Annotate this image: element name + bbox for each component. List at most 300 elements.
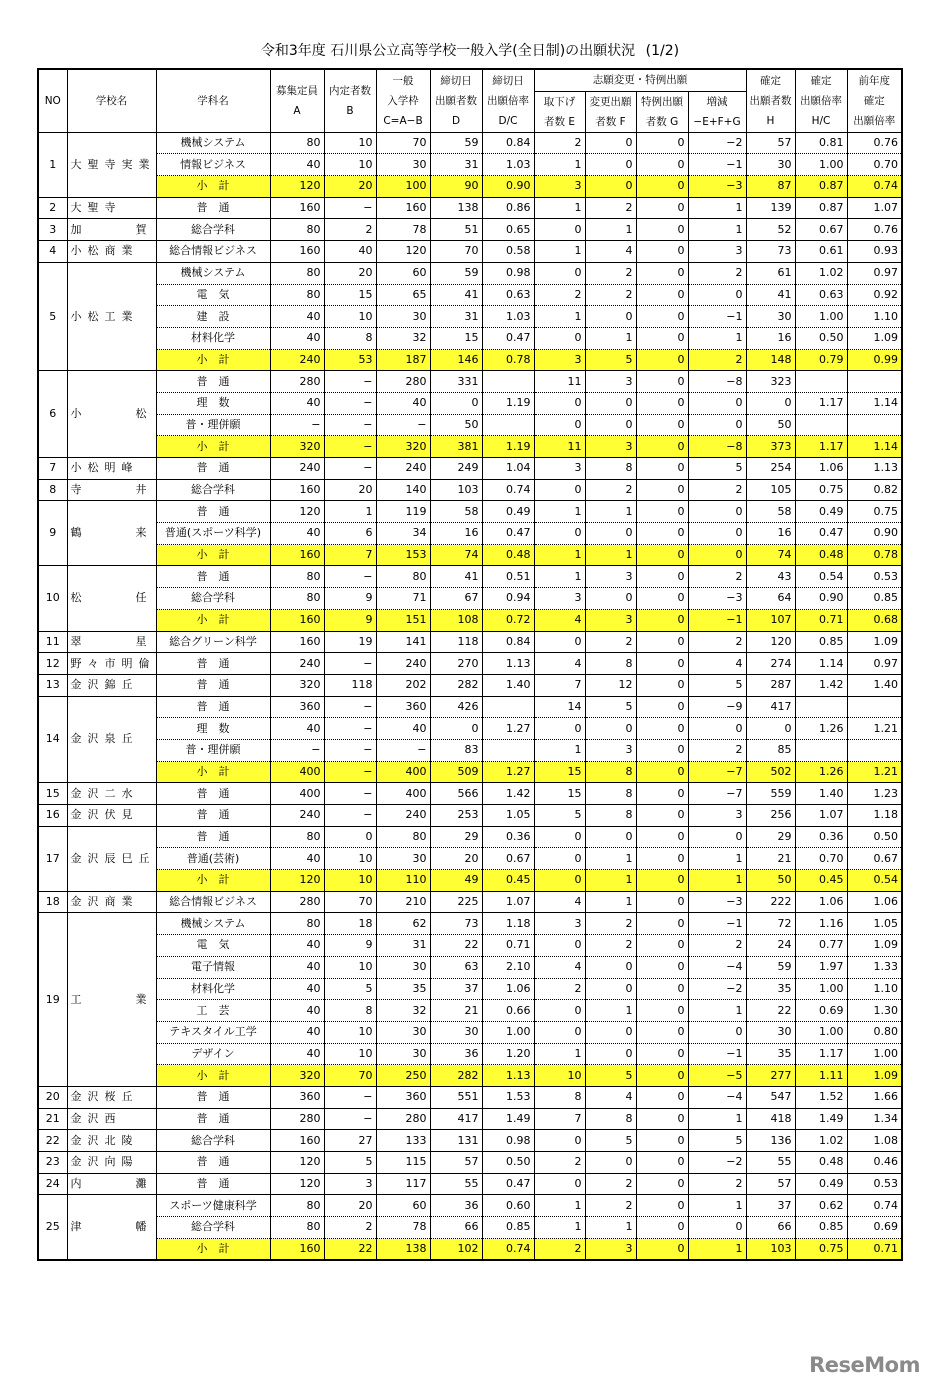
table-row (38, 371, 902, 393)
table-row (38, 1043, 902, 1065)
cell-value: 1 (585, 501, 636, 523)
cell-value: 1 (534, 306, 585, 328)
cell-value: 0 (636, 1217, 688, 1239)
cell-value: 19 (324, 631, 376, 653)
school-number: 10 (38, 566, 67, 631)
cell-value: 14 (534, 696, 585, 718)
cell-value: 11 (534, 436, 585, 458)
school-name-char: 松 (135, 407, 153, 421)
cell-value: 0.84 (482, 631, 534, 653)
cell-value: 1.97 (795, 956, 847, 978)
cell-value: 1 (534, 566, 585, 588)
cell-value: 0 (585, 588, 636, 610)
cell-value: 1.14 (795, 653, 847, 675)
cell-value: −1 (688, 913, 746, 935)
cell-value: 71 (376, 588, 430, 610)
cell-value: 1.06 (482, 978, 534, 1000)
cell-value: 1.27 (482, 761, 534, 783)
cell-value: 34 (376, 523, 430, 545)
cell-value: 0 (636, 848, 688, 870)
school-number: 14 (38, 696, 67, 783)
cell-value: 4 (585, 241, 636, 263)
cell-value: 1.13 (482, 653, 534, 675)
table-row (38, 306, 902, 328)
school-name: 小松明峰 (67, 458, 156, 480)
cell-value: 78 (376, 1217, 430, 1239)
cell-value: 83 (430, 739, 482, 761)
cell-value: 18 (324, 913, 376, 935)
table-row (38, 479, 902, 501)
school-name-char: 鶴 (70, 526, 88, 540)
cell-value: 250 (376, 1065, 430, 1087)
cell-value: 2 (688, 1173, 746, 1195)
cell-value: 0.74 (847, 176, 902, 198)
course-name: 普 通 (156, 1173, 270, 1195)
cell-value: 2 (585, 197, 636, 219)
cell-value: 0.74 (847, 1195, 902, 1217)
col-special: 特例出願 者数 G (636, 91, 688, 132)
cell-value: 1 (534, 1195, 585, 1217)
cell-value: 30 (746, 154, 795, 176)
cell-value: 8 (585, 761, 636, 783)
cell-value: 62 (376, 913, 430, 935)
cell-value: 53 (324, 349, 376, 371)
cell-value: 0.45 (482, 870, 534, 892)
cell-value: 78 (376, 219, 430, 241)
cell-value: 40 (270, 1043, 324, 1065)
cell-value (795, 371, 847, 393)
cell-value: 1 (534, 241, 585, 263)
cell-value: 0 (636, 458, 688, 480)
cell-value: 0 (534, 1000, 585, 1022)
cell-value: − (324, 197, 376, 219)
cell-value: 1.14 (847, 436, 902, 458)
cell-value: 30 (376, 1043, 430, 1065)
course-name: 普 通 (156, 674, 270, 696)
cell-value: 22 (324, 1238, 376, 1260)
course-name: 機械システム (156, 913, 270, 935)
cell-value: 0 (746, 392, 795, 414)
cell-value: 1 (688, 1108, 746, 1130)
cell-value: 1.04 (482, 458, 534, 480)
cell-value: −1 (688, 154, 746, 176)
cell-value: 55 (746, 1152, 795, 1174)
cell-value: 1.09 (847, 327, 902, 349)
cell-value: 0.53 (847, 566, 902, 588)
table-row (38, 870, 902, 892)
cell-value: 2 (585, 1173, 636, 1195)
cell-value: 1.27 (482, 718, 534, 740)
school-name-char: 灘 (135, 1177, 153, 1191)
cell-value: 1.00 (795, 1021, 847, 1043)
cell-value: 105 (746, 479, 795, 501)
table-header (38, 69, 902, 132)
cell-value: 0.67 (795, 219, 847, 241)
school-name: 金沢西 (67, 1108, 156, 1130)
cell-value: 0.48 (795, 544, 847, 566)
cell-value: 360 (376, 1086, 430, 1108)
cell-value: 1 (688, 327, 746, 349)
cell-value: 1 (688, 1195, 746, 1217)
table-row (38, 1065, 902, 1087)
cell-value: 0 (534, 631, 585, 653)
table-row (38, 674, 902, 696)
cell-value: 1.49 (795, 1108, 847, 1130)
cell-value: 0 (534, 1173, 585, 1195)
cell-value: 0.90 (482, 176, 534, 198)
cell-value: 0 (688, 1021, 746, 1043)
cell-value: 0.68 (847, 609, 902, 631)
cell-value: 0 (534, 327, 585, 349)
cell-value: 2 (688, 566, 746, 588)
cell-value: 210 (376, 891, 430, 913)
cell-value: 400 (376, 783, 430, 805)
cell-value: 21 (430, 1000, 482, 1022)
cell-value: 0.78 (482, 349, 534, 371)
school-number: 25 (38, 1195, 67, 1261)
cell-value: 2 (534, 978, 585, 1000)
col-final-ratio: 確定 出願倍率 H/C (795, 69, 847, 132)
cell-value: 249 (430, 458, 482, 480)
cell-value: −1 (688, 1043, 746, 1065)
cell-value: 30 (376, 306, 430, 328)
cell-value: 16 (746, 523, 795, 545)
cell-value: −7 (688, 783, 746, 805)
school-number: 3 (38, 219, 67, 241)
cell-value: 2 (688, 262, 746, 284)
page-title (0, 40, 934, 60)
cell-value: 566 (430, 783, 482, 805)
cell-value: 8 (534, 1086, 585, 1108)
cell-value: 1 (534, 1217, 585, 1239)
subtotal-label: 小 計 (156, 761, 270, 783)
cell-value: 0 (636, 783, 688, 805)
subtotal-label: 小 計 (156, 176, 270, 198)
col-no: NO (38, 69, 67, 132)
cell-value: 1.13 (847, 458, 902, 480)
cell-value: 0.50 (847, 826, 902, 848)
course-name: 材料化学 (156, 327, 270, 349)
cell-value: 0 (636, 523, 688, 545)
cell-value: 320 (270, 674, 324, 696)
cell-value: 120 (270, 176, 324, 198)
cell-value: 160 (270, 479, 324, 501)
school-name-char: 井 (135, 483, 153, 497)
cell-value: 0 (534, 392, 585, 414)
cell-value: 59 (430, 132, 482, 154)
table-row (38, 349, 902, 371)
course-name: 情報ビジネス (156, 154, 270, 176)
cell-value: 0 (746, 718, 795, 740)
cell-value: 0 (534, 1021, 585, 1043)
cell-value: −1 (688, 609, 746, 631)
cell-value: 0 (636, 913, 688, 935)
cell-value: −3 (688, 891, 746, 913)
table-row (38, 826, 902, 848)
cell-value: 0.94 (482, 588, 534, 610)
school-name: 金沢向陽 (67, 1152, 156, 1174)
resemom-logo: ReseMom (809, 1353, 920, 1377)
cell-value: 9 (324, 588, 376, 610)
cell-value: 3 (585, 739, 636, 761)
school-name (67, 913, 156, 1087)
school-name (67, 479, 156, 501)
school-name: 金沢北陵 (67, 1130, 156, 1152)
cell-value: − (324, 696, 376, 718)
cell-value: 0.93 (847, 241, 902, 263)
cell-value: 40 (270, 956, 324, 978)
cell-value: 118 (324, 674, 376, 696)
course-name: 普・理併願 (156, 414, 270, 436)
cell-value: 551 (430, 1086, 482, 1108)
cell-value: 1 (688, 197, 746, 219)
cell-value: 31 (376, 935, 430, 957)
table-row (38, 241, 902, 263)
cell-value: 274 (746, 653, 795, 675)
cell-value: 120 (746, 631, 795, 653)
cell-value: 2 (534, 132, 585, 154)
cell-value: 10 (324, 306, 376, 328)
school-number: 19 (38, 913, 67, 1087)
cell-value: 2 (324, 1217, 376, 1239)
cell-value: 16 (746, 327, 795, 349)
cell-value: 0.36 (482, 826, 534, 848)
cell-value: 1 (585, 870, 636, 892)
cell-value: 80 (270, 588, 324, 610)
cell-value: 0 (636, 392, 688, 414)
school-name: 金沢錦丘 (67, 674, 156, 696)
cell-value: 0 (636, 826, 688, 848)
cell-value: −8 (688, 436, 746, 458)
cell-value: 0 (688, 1217, 746, 1239)
cell-value: 0.85 (795, 1217, 847, 1239)
cell-value: 0 (636, 631, 688, 653)
cell-value: 0 (636, 718, 688, 740)
school-number: 15 (38, 783, 67, 805)
cell-value: 1 (534, 154, 585, 176)
cell-value: 559 (746, 783, 795, 805)
cell-value: 102 (430, 1238, 482, 1260)
cell-value: 1.08 (847, 1130, 902, 1152)
cell-value: 1.13 (482, 1065, 534, 1087)
cell-value: 16 (430, 523, 482, 545)
cell-value: 0.54 (795, 566, 847, 588)
cell-value: 60 (376, 262, 430, 284)
cell-value: 0.67 (847, 848, 902, 870)
cell-value: 32 (376, 327, 430, 349)
cell-value: 0 (636, 696, 688, 718)
cell-value: 110 (376, 870, 430, 892)
table-row (38, 783, 902, 805)
subtotal-label: 小 計 (156, 870, 270, 892)
cell-value: 0 (636, 1195, 688, 1217)
table-row (38, 414, 902, 436)
cell-value: 0 (636, 978, 688, 1000)
col-changed: 変更出願 者数 F (585, 91, 636, 132)
cell-value: 8 (324, 327, 376, 349)
cell-value: 0.85 (847, 588, 902, 610)
cell-value: 1.18 (847, 805, 902, 827)
cell-value: 0.46 (847, 1152, 902, 1174)
cell-value: 133 (376, 1130, 430, 1152)
cell-value: 0.60 (482, 1195, 534, 1217)
cell-value: 1.10 (847, 306, 902, 328)
cell-value: 0.75 (795, 1238, 847, 1260)
cell-value: 0 (636, 1173, 688, 1195)
cell-value: 9 (324, 935, 376, 957)
cell-value: 7 (324, 544, 376, 566)
col-group-change: 志願変更・特例出願 (534, 69, 746, 91)
cell-value: 1.00 (795, 978, 847, 1000)
cell-value: 10 (324, 1043, 376, 1065)
cell-value: 74 (746, 544, 795, 566)
col-school: 学校名 (67, 69, 156, 132)
cell-value: 120 (270, 501, 324, 523)
cell-value: 115 (376, 1152, 430, 1174)
cell-value: 8 (585, 805, 636, 827)
cell-value: 0 (636, 501, 688, 523)
cell-value: 400 (270, 761, 324, 783)
cell-value: 80 (270, 1217, 324, 1239)
course-name: 普 通 (156, 653, 270, 675)
cell-value: −5 (688, 1065, 746, 1087)
table-row (38, 1238, 902, 1260)
cell-value: 0 (534, 848, 585, 870)
school-name-char: 津 (70, 1220, 88, 1234)
cell-value: 3 (534, 588, 585, 610)
cell-value: − (270, 739, 324, 761)
cell-value: 1.26 (795, 718, 847, 740)
school-name (67, 631, 156, 653)
cell-value: 3 (585, 371, 636, 393)
cell-value: 80 (270, 284, 324, 306)
col-prev-ratio: 前年度 確定 出願倍率 (847, 69, 902, 132)
course-name: デザイン (156, 1043, 270, 1065)
cell-value: 1.00 (482, 1021, 534, 1043)
cell-value: 20 (324, 176, 376, 198)
cell-value: 0 (585, 826, 636, 848)
cell-value: 1.02 (795, 262, 847, 284)
cell-value: 0 (636, 176, 688, 198)
cell-value: 0 (636, 132, 688, 154)
cell-value: 108 (430, 609, 482, 631)
cell-value: 20 (324, 1195, 376, 1217)
cell-value: 0 (585, 176, 636, 198)
school-number: 12 (38, 653, 67, 675)
course-name: 普 通 (156, 1152, 270, 1174)
cell-value: 2 (534, 1238, 585, 1260)
cell-value: 10 (324, 848, 376, 870)
cell-value: 2 (688, 739, 746, 761)
school-name-char: 業 (135, 992, 153, 1006)
cell-value: 1.06 (847, 891, 902, 913)
school-name (67, 1173, 156, 1195)
cell-value: 80 (376, 566, 430, 588)
cell-value: 400 (270, 783, 324, 805)
cell-value: 0 (585, 978, 636, 1000)
cell-value: 0 (636, 1043, 688, 1065)
table-row (38, 978, 902, 1000)
table-row (38, 392, 902, 414)
school-number: 24 (38, 1173, 67, 1195)
cell-value: 0 (636, 284, 688, 306)
cell-value: 41 (430, 284, 482, 306)
table-row (38, 154, 902, 176)
application-status-table (37, 68, 903, 1261)
cell-value: 41 (430, 566, 482, 588)
cell-value: 417 (430, 1108, 482, 1130)
cell-value: 22 (746, 1000, 795, 1022)
cell-value: 57 (430, 1152, 482, 1174)
table-row (38, 327, 902, 349)
cell-value: 0.49 (795, 501, 847, 523)
cell-value: 0.62 (795, 1195, 847, 1217)
cell-value: 1 (585, 891, 636, 913)
cell-value: 131 (430, 1130, 482, 1152)
cell-value: 80 (376, 826, 430, 848)
cell-value: 8 (585, 653, 636, 675)
school-name-char: 賀 (135, 222, 153, 236)
cell-value: 10 (324, 154, 376, 176)
cell-value: 0.72 (482, 609, 534, 631)
cell-value: 7 (534, 674, 585, 696)
cell-value: 0 (636, 1130, 688, 1152)
table-row (38, 696, 902, 718)
col-general-quota: 一般 入学枠 C=A−B (376, 69, 430, 132)
cell-value: 240 (376, 458, 430, 480)
cell-value: 35 (746, 1043, 795, 1065)
cell-value: −8 (688, 371, 746, 393)
cell-value: 1.40 (847, 674, 902, 696)
cell-value: − (324, 414, 376, 436)
table-row (38, 739, 902, 761)
cell-value: 225 (430, 891, 482, 913)
cell-value: 1.00 (795, 306, 847, 328)
cell-value: 0 (688, 544, 746, 566)
cell-value: 4 (534, 956, 585, 978)
subtotal-label: 小 計 (156, 1238, 270, 1260)
cell-value: 103 (430, 479, 482, 501)
table-row (38, 566, 902, 588)
cell-value: 0 (636, 436, 688, 458)
cell-value: 8 (324, 1000, 376, 1022)
table-row (38, 523, 902, 545)
school-name-char: 来 (135, 526, 153, 540)
cell-value: 280 (270, 1108, 324, 1130)
course-name: 普通(芸術) (156, 848, 270, 870)
school-name: 小松商業 (67, 241, 156, 263)
cell-value: 1.09 (847, 631, 902, 653)
school-name: 金沢二水 (67, 783, 156, 805)
course-name: 総合情報ビジネス (156, 891, 270, 913)
cell-value: 40 (270, 306, 324, 328)
cell-value: 0 (585, 414, 636, 436)
cell-value: 1.03 (482, 154, 534, 176)
table-row (38, 501, 902, 523)
cell-value: −2 (688, 1152, 746, 1174)
school-number: 6 (38, 371, 67, 458)
cell-value: 0 (636, 761, 688, 783)
cell-value: 60 (376, 1195, 430, 1217)
school-name: 小松工業 (67, 262, 156, 370)
cell-value: 29 (746, 826, 795, 848)
cell-value: 40 (324, 241, 376, 263)
cell-value: 502 (746, 761, 795, 783)
col-course: 学科名 (156, 69, 270, 132)
cell-value: 0 (534, 826, 585, 848)
cell-value: 10 (534, 1065, 585, 1087)
cell-value: 10 (324, 956, 376, 978)
